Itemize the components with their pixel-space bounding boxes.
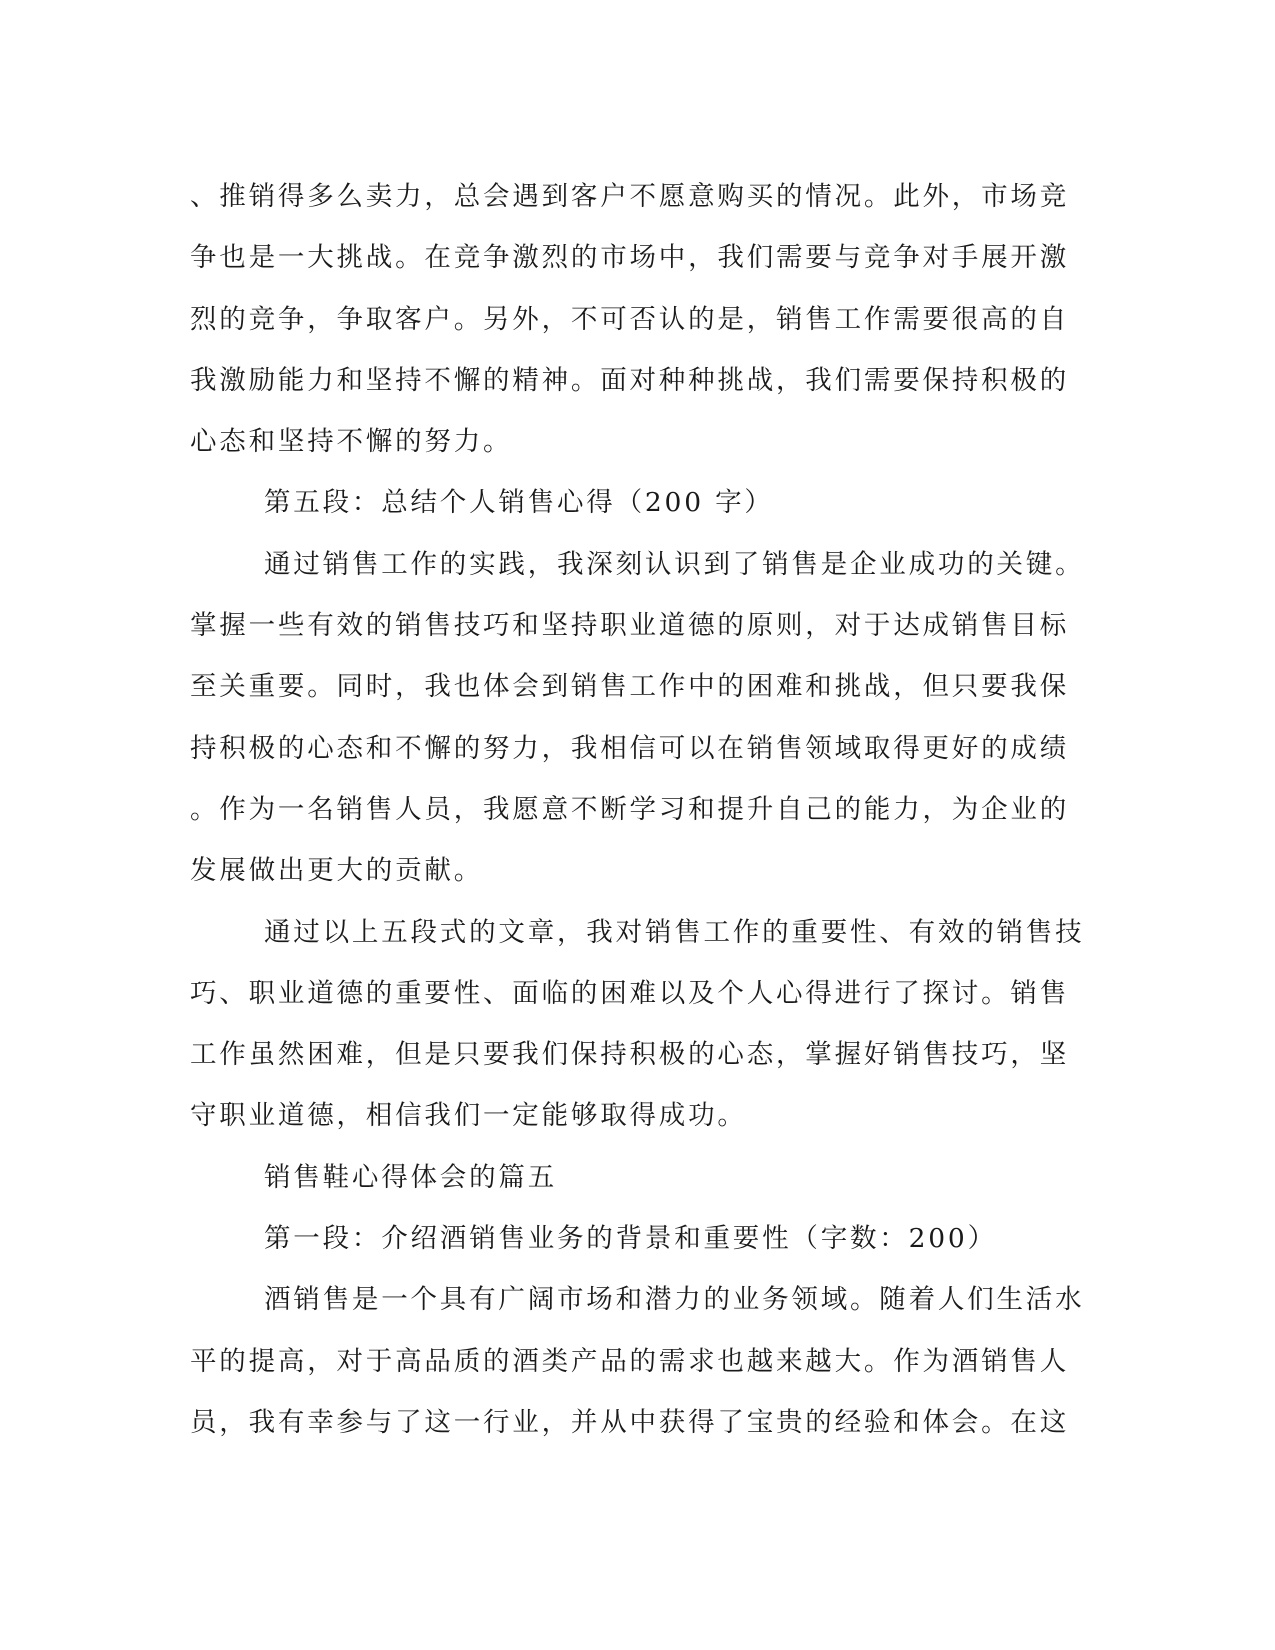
text-line: 工作虽然困难，但是只要我们保持积极的心态，掌握好销售技巧，坚 — [190, 1039, 1069, 1071]
text-line: 发展做出更大的贡献。 — [190, 855, 483, 887]
text-line: 巧、职业道德的重要性、面临的困难以及个人心得进行了探讨。销售 — [190, 977, 1069, 1009]
text-line: 。作为一名销售人员，我愿意不断学习和提升自己的能力，为企业的 — [190, 793, 1069, 825]
text-line: 烈的竞争，争取客户。另外，不可否认的是，销售工作需要很高的自 — [190, 303, 1069, 335]
text-line: 心态和坚持不懈的努力。 — [190, 426, 513, 458]
text-line: 至关重要。同时，我也体会到销售工作中的困难和挑战，但只要我保 — [190, 671, 1069, 703]
document-body — [190, 166, 1090, 1453]
text-line: 通过销售工作的实践，我深刻认识到了销售是企业成功的关键。 — [264, 548, 1085, 580]
text-line: 酒销售是一个具有广阔市场和潜力的业务领域。随着人们生活水 — [264, 1284, 1085, 1316]
text-line: 争也是一大挑战。在竞争激烈的市场中，我们需要与竞争对手展开激 — [190, 242, 1069, 274]
text-line: 我激励能力和坚持不懈的精神。面对种种挑战，我们需要保持积极的 — [190, 364, 1069, 396]
text-line: 销售鞋心得体会的篇五 — [264, 1161, 557, 1193]
text-line: 通过以上五段式的文章，我对销售工作的重要性、有效的销售技 — [264, 916, 1085, 948]
text-line: 第五段：总结个人销售心得（200 字） — [264, 487, 774, 519]
text-line: 员，我有幸参与了这一行业，并从中获得了宝贵的经验和体会。在这 — [190, 1406, 1069, 1438]
text-line: 掌握一些有效的销售技巧和坚持职业道德的原则，对于达成销售目标 — [190, 610, 1069, 642]
text-line: 、推销得多么卖力，总会遇到客户不愿意购买的情况。此外，市场竞 — [190, 181, 1069, 212]
text-line: 第一段：介绍酒销售业务的背景和重要性（字数：200） — [264, 1223, 997, 1255]
text-line: 平的提高，对于高品质的酒类产品的需求也越来越大。作为酒销售人 — [190, 1345, 1069, 1377]
text-line: 持积极的心态和不懈的努力，我相信可以在销售领域取得更好的成绩 — [190, 732, 1069, 764]
text-line: 守职业道德，相信我们一定能够取得成功。 — [190, 1100, 747, 1132]
